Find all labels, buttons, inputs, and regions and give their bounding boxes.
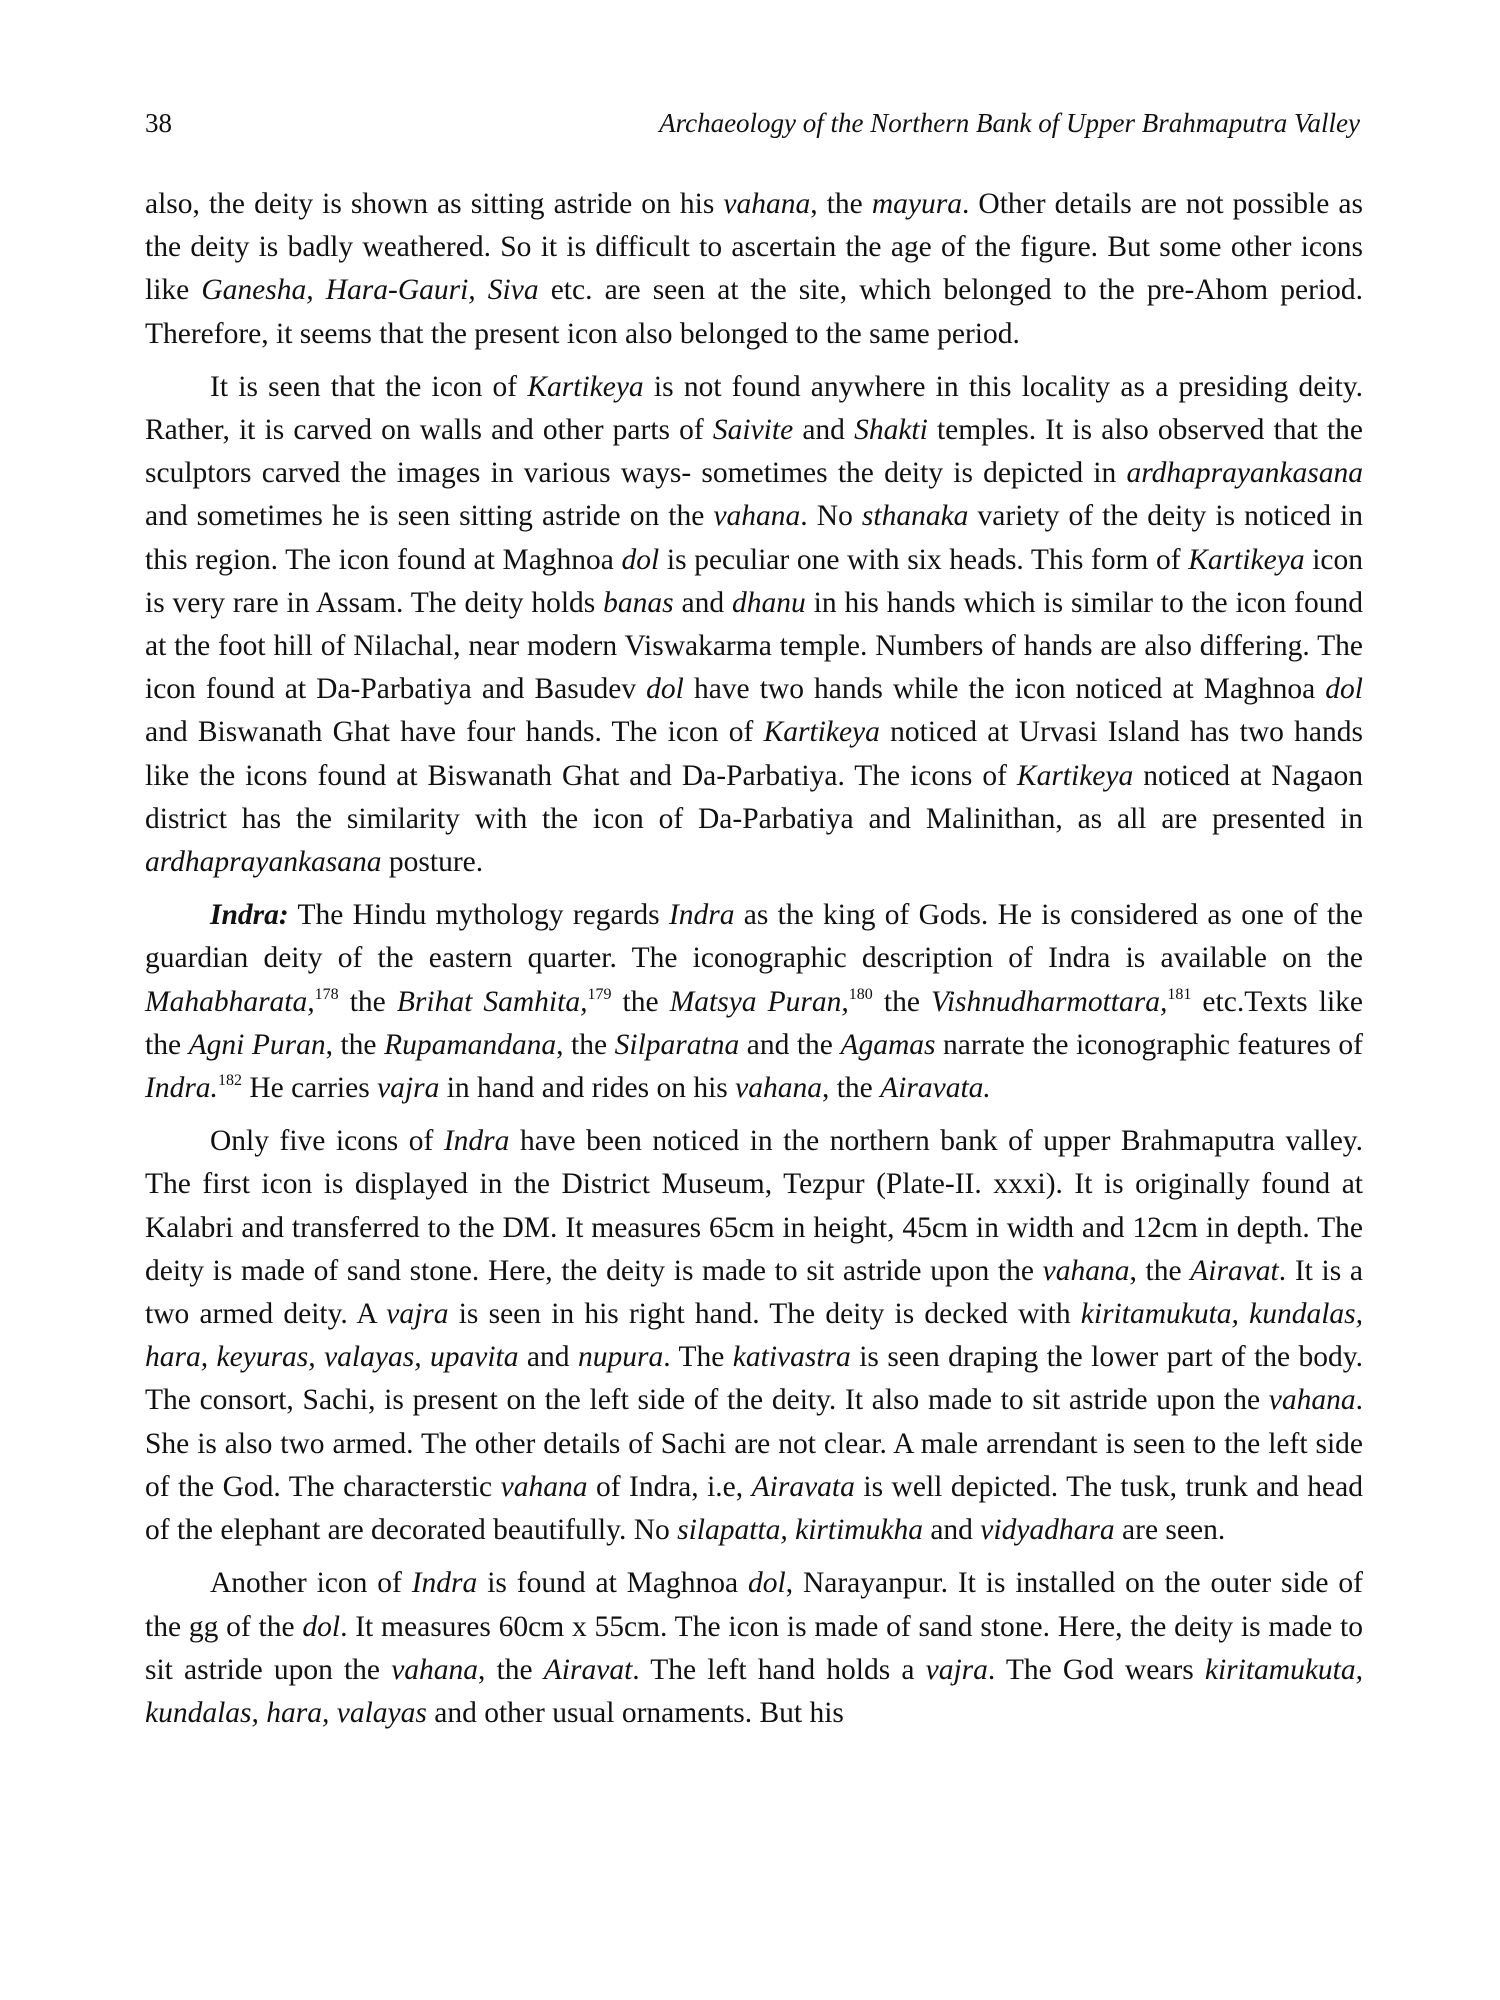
text-run: variety of the deity is noticed in this region. The icon found at Maghnoa <box>145 500 1364 576</box>
italic-term: vahana <box>500 1470 588 1503</box>
text-run: as the king of Gods. He is considered as one of the guardian deity of the eastern quarter. The iconographic description of Indra is available on the <box>145 899 1364 975</box>
italic-term: Kartikeya <box>1016 759 1134 792</box>
text-run: posture. <box>381 846 484 879</box>
italic-term: vajra <box>386 1298 449 1331</box>
text-run: , the <box>821 1072 881 1105</box>
italic-term: dol <box>302 1610 341 1643</box>
footnote-ref: 179 <box>587 985 612 1003</box>
italic-term: vahana <box>713 500 801 533</box>
text-run: and sometimes he is seen sitting astride on the <box>145 500 714 533</box>
text-run: The Hindu mythology regards <box>288 899 669 932</box>
paragraph <box>145 894 1363 1110</box>
italic-term: vidyadhara <box>980 1514 1115 1547</box>
text-run: is seen in his right hand. The deity is decked with <box>448 1298 1081 1331</box>
body-text <box>145 183 1363 1745</box>
italic-term: ardhaprayankasana <box>145 846 382 879</box>
italic-term: vahana <box>391 1653 479 1686</box>
text-run: , the <box>556 1028 615 1061</box>
italic-term: Airavata. <box>880 1072 991 1105</box>
footnote-ref: 178 <box>314 985 339 1003</box>
italic-term: Brihat Samhita, <box>396 985 588 1018</box>
italic-term: vahana <box>1042 1254 1130 1287</box>
text-run: are seen. <box>1114 1514 1226 1547</box>
italic-term: ardhaprayankasana <box>1126 457 1363 490</box>
running-title: Archaeology of the Northern Bank of Upper Brahmaputra Valley <box>659 108 1360 138</box>
italic-term: dol <box>747 1567 786 1600</box>
text-run: . The <box>663 1341 733 1374</box>
text-run: is peculiar one with six heads. This form of <box>659 543 1189 576</box>
text-run: etc.Texts like the <box>145 985 1364 1061</box>
italic-term: Airavata <box>751 1470 855 1503</box>
italic-term: Mahabharata, <box>145 985 315 1018</box>
italic-term: Indra <box>411 1567 478 1600</box>
italic-term: sthanaka <box>861 500 969 533</box>
italic-term: banas <box>603 586 674 619</box>
text-run: . Other details are not possible as the deity is badly weathered. So it is difficult to ascertain the age of the figure. But some other icons like <box>145 188 1364 307</box>
text-run: , the <box>478 1653 544 1686</box>
text-run: temples. It is also observed that the sculptors carved the images in various ways- sometimes the deity is depicted in <box>145 414 1363 490</box>
text-run: icon is very rare in Assam. The deity holds <box>145 543 1364 619</box>
page-number: 38 <box>145 108 172 138</box>
italic-term: mayura <box>871 188 962 220</box>
italic-term: Agni Puran <box>188 1028 326 1061</box>
italic-term: Indra. <box>145 1072 218 1105</box>
text-run: the <box>872 985 932 1018</box>
italic-term: vahana <box>1268 1384 1356 1417</box>
italic-term: Kartikeya <box>1188 543 1305 576</box>
text-run: . It is a two armed deity. A <box>145 1254 1363 1331</box>
italic-term: Airavat <box>543 1653 633 1686</box>
italic-term: dol <box>646 673 684 706</box>
italic-term: vahana <box>723 188 811 220</box>
italic-term: Rupamandana <box>384 1028 557 1061</box>
italic-term: dhanu <box>732 586 806 619</box>
text-run: , the <box>325 1028 385 1061</box>
text-run: the <box>338 985 397 1018</box>
text-run: and <box>673 586 732 619</box>
italic-term: Matsya Puran, <box>669 985 849 1018</box>
italic-term: Shakti <box>854 414 928 447</box>
text-run: , Narayanpur. It is installed on the outer side of the gg of the <box>145 1567 1364 1643</box>
italic-term: dol <box>1325 673 1363 706</box>
italic-term: Indra <box>668 899 735 932</box>
paragraph <box>145 1120 1363 1552</box>
italic-term: kativastra <box>732 1341 851 1374</box>
italic-term: Vishnudharmottara, <box>931 985 1168 1018</box>
italic-term: vahana <box>735 1072 822 1105</box>
text-run: noticed at Nagaon district has the similarity with the icon of Da-Parbatiya and Malinithan, as all are presented in <box>145 759 1363 835</box>
section-heading: Indra: <box>210 899 289 932</box>
italic-term: Kartikeya <box>763 716 880 749</box>
italic-term: Indra <box>443 1125 510 1158</box>
text-run: and <box>793 414 855 447</box>
text-run: is seen draping the lower part of the body. The consort, Sachi, is present on the left side of the deity. It also made to sit astride upon the <box>145 1341 1364 1417</box>
text-run: . She is also two armed. The other details of Sachi are not clear. A male arrendant is seen to the left side of the God. The characterstic <box>145 1384 1363 1503</box>
footnote-ref: 181 <box>1167 985 1192 1003</box>
text-run: and the <box>739 1028 841 1061</box>
text-run: is found at Maghnoa <box>477 1567 748 1600</box>
italic-term: vajra <box>925 1653 988 1686</box>
text-run: It is seen that the icon of <box>210 370 528 403</box>
paragraph <box>145 1562 1363 1735</box>
text-run: also, the deity is shown as sitting astride on his <box>145 188 724 220</box>
text-run: . The left hand holds a <box>632 1653 926 1686</box>
text-run: noticed at Urvasi Island has two hands like the icons found at Biswanath Ghat and Da-Parbatiya. The icons of <box>145 716 1363 792</box>
footnote-ref: 180 <box>848 985 873 1003</box>
text-run: have two hands while the icon noticed at Maghnoa <box>683 673 1326 706</box>
text-run: of Indra, i.e, <box>587 1470 752 1503</box>
text-run: He carries <box>241 1072 378 1105</box>
italic-term: vajra <box>377 1072 440 1105</box>
text-run: , the <box>1129 1254 1191 1287</box>
italic-term: silapatta, kirtimukha <box>677 1514 923 1547</box>
text-run: is not found anywhere in this locality as a presiding deity. Rather, it is carved on walls and other parts of <box>145 370 1363 447</box>
text-run: and <box>922 1514 981 1547</box>
text-run: have been noticed in the northern bank of upper Brahmaputra valley. The first icon is displayed in the District Museum, Tezpur (Plate-II. xxxi). It is originally found at Kalabri and transferred to the DM. It measures 65cm in height, 45cm in width and 12cm in depth. The deity is made of sand stone. Here, the deity is made to sit astride upon the <box>145 1125 1363 1287</box>
text-run: . No <box>800 500 862 533</box>
italic-term: nupura <box>577 1341 664 1374</box>
text-run: narrate the iconographic features of <box>935 1028 1363 1061</box>
paragraph <box>145 366 1363 884</box>
text-run: and other usual ornaments. But his <box>426 1696 844 1729</box>
paragraph <box>145 183 1363 356</box>
text-run: and Biswanath Ghat have four hands. The icon of <box>145 716 764 749</box>
italic-term: Ganesha, Hara-Gauri, Siva <box>201 274 539 307</box>
text-run: . The God wears <box>987 1653 1205 1686</box>
text-run: is well depicted. The tusk, trunk and head of the elephant are decorated beautifully. No <box>145 1470 1363 1547</box>
italic-term: Airavat <box>1190 1254 1279 1287</box>
italic-term: Saivite <box>712 414 794 447</box>
italic-term: dol <box>621 543 660 576</box>
text-run: Another icon of <box>210 1567 412 1600</box>
italic-term: Agamas <box>840 1028 936 1061</box>
text-run: Only five icons of <box>210 1125 444 1158</box>
text-run: and <box>518 1341 578 1374</box>
text-run: etc. are seen at the site, which belonged to the pre-Ahom period. Therefore, it seems that the present icon also belonged to the same period. <box>145 274 1363 350</box>
text-run: . It measures 60cm x 55cm. The icon is made of sand stone. Here, the deity is made to sit astride upon the <box>145 1610 1363 1686</box>
text-run: the <box>611 985 670 1018</box>
italic-term: kiritamukuta, kundalas, hara, keyuras, valayas, upavita <box>145 1298 1364 1374</box>
italic-term: Kartikeya <box>527 370 644 403</box>
text-run: , the <box>810 188 872 220</box>
running-header <box>145 108 1360 148</box>
text-run: in his hands which is similar to the icon found at the foot hill of Nilachal, near modern Viswakarma temple. Numbers of hands are also differing. The icon found at Da-Parbatiya and Basudev <box>145 586 1363 706</box>
footnote-ref: 182 <box>217 1072 242 1090</box>
italic-term: kiritamukuta, kundalas, hara, valayas <box>145 1653 1363 1729</box>
italic-term: Silparatna <box>614 1028 740 1061</box>
text-run: in hand and rides on his <box>439 1072 736 1105</box>
